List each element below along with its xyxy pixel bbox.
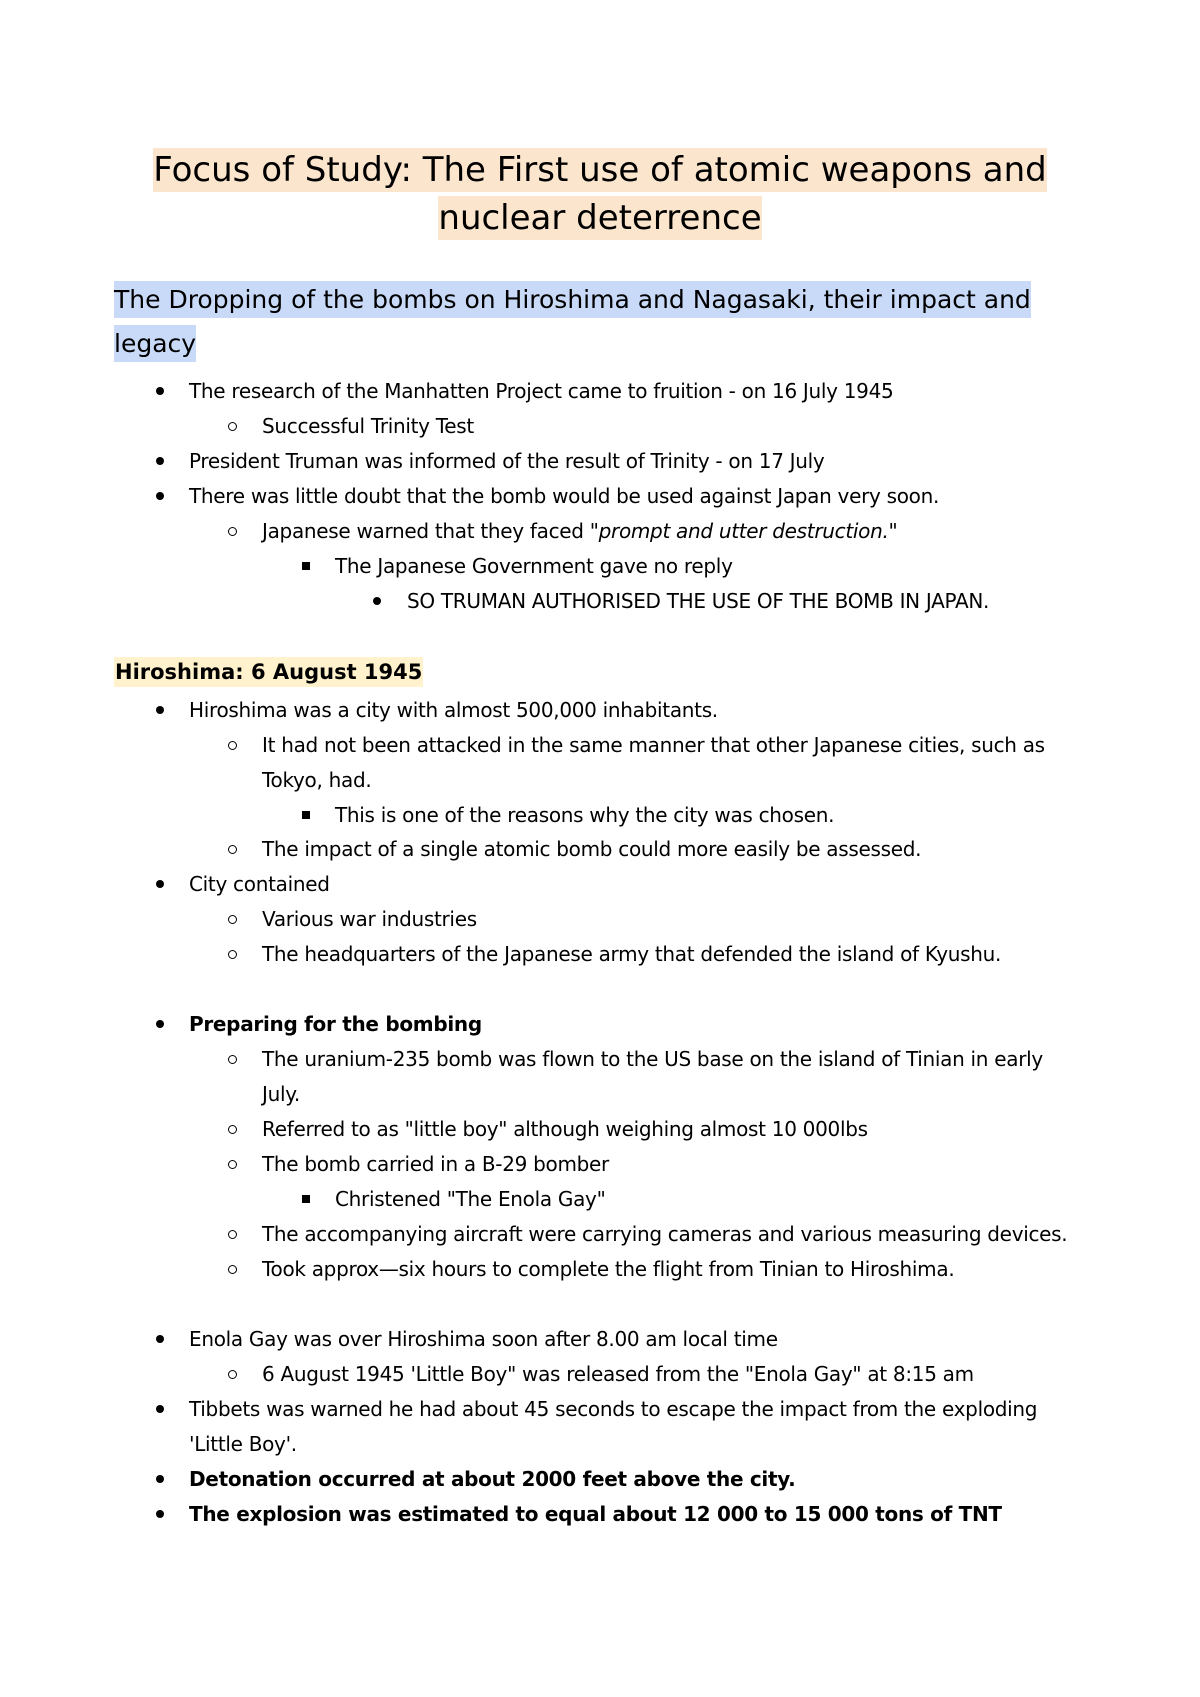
bullet-circle-icon: [228, 1160, 237, 1169]
list-item: Enola Gay was over Hiroshima soon after 8.00 am local time: [189, 1327, 778, 1351]
bullet-disc-icon: [156, 457, 164, 465]
bullet-square-icon: [302, 1195, 310, 1203]
section-heading-dropping: [114, 278, 1074, 366]
bullet-circle-icon: [228, 422, 237, 431]
bullet-circle-icon: [228, 1370, 237, 1379]
section-heading-hiroshima: [114, 657, 423, 687]
list-item: The headquarters of the Japanese army that defended the island of Kyushu.: [262, 942, 1002, 966]
list-item: The bomb carried in a B-29 bomber: [262, 1152, 609, 1176]
list-item: Detonation occurred at about 2000 feet above the city.: [189, 1467, 796, 1491]
list-item: The uranium-235 bomb was flown to the US base on the island of Tinian in early: [262, 1047, 1043, 1071]
bullet-disc-icon: [156, 706, 164, 714]
list-item: Tibbets was warned he had about 45 seconds to escape the impact from the exploding: [189, 1397, 1038, 1421]
title-line-1: Focus of Study: The First use of atomic weapons and: [153, 150, 1047, 190]
bullet-circle-icon: [228, 950, 237, 959]
section-heading-line-1: The Dropping of the bombs on Hiroshima and Nagasaki, their impact and: [114, 281, 1031, 318]
bullet-circle-icon: [228, 741, 237, 750]
bullet-disc-icon: [156, 1475, 164, 1483]
bullet-disc-icon: [156, 492, 164, 500]
list-item: President Truman was informed of the result of Trinity - on 17 July: [189, 449, 825, 473]
list-item: Took approx—six hours to complete the flight from Tinian to Hiroshima.: [262, 1257, 955, 1281]
bullet-square-icon: [302, 562, 310, 570]
list-item: The explosion was estimated to equal about 12 000 to 15 000 tons of TNT: [189, 1502, 1002, 1526]
bullet-disc-icon: [156, 880, 164, 888]
bullet-circle-icon: [228, 1055, 237, 1064]
list-item: Christened "The Enola Gay": [335, 1187, 606, 1211]
list-item-continuation: Tokyo, had.: [262, 768, 372, 792]
list-item: This is one of the reasons why the city was chosen.: [335, 803, 835, 827]
list-item: Hiroshima was a city with almost 500,000 inhabitants.: [189, 698, 718, 722]
bullet-square-icon: [302, 811, 310, 819]
list-item-continuation: 'Little Boy'.: [189, 1432, 297, 1456]
list-item-text: ": [888, 519, 898, 543]
list-item-continuation: July.: [262, 1082, 300, 1106]
list-item: 6 August 1945 'Little Boy" was released from the "Enola Gay" at 8:15 am: [262, 1362, 974, 1386]
list-item: The impact of a single atomic bomb could more easily be assessed.: [262, 837, 922, 861]
title-line-2: nuclear deterrence: [438, 198, 762, 238]
bullet-circle-icon: [228, 845, 237, 854]
bullet-circle-icon: [228, 915, 237, 924]
bullet-circle-icon: [228, 527, 237, 536]
list-item: Successful Trinity Test: [262, 414, 474, 438]
bullet-disc-icon: [156, 1335, 164, 1343]
bullet-disc-icon: [156, 1510, 164, 1518]
list-item: [262, 514, 897, 548]
list-item: There was little doubt that the bomb would be used against Japan very soon.: [189, 484, 940, 508]
bullet-circle-icon: [228, 1230, 237, 1239]
list-item: Referred to as "little boy" although weighing almost 10 000lbs: [262, 1117, 868, 1141]
bullet-disc-icon: [156, 1020, 164, 1028]
list-item: The research of the Manhatten Project came to fruition - on 16 July 1945: [189, 379, 894, 403]
bullet-circle-icon: [228, 1265, 237, 1274]
bullet-circle-icon: [228, 1125, 237, 1134]
list-item: SO TRUMAN AUTHORISED THE USE OF THE BOMB IN JAPAN.: [407, 589, 990, 613]
list-item: City contained: [189, 872, 330, 896]
section-heading-text: Hiroshima: 6 August 1945: [114, 657, 423, 687]
page-title: [0, 146, 1200, 242]
list-item-text: Japanese warned that they faced ": [262, 519, 599, 543]
list-item: Preparing for the bombing: [189, 1012, 482, 1036]
list-item: Various war industries: [262, 907, 477, 931]
bullet-disc-icon: [156, 387, 164, 395]
quote-text: prompt and utter destruction.: [598, 519, 889, 543]
section-heading-line-2: legacy: [114, 325, 196, 362]
list-item: The accompanying aircraft were carrying cameras and various measuring devices.: [262, 1222, 1068, 1246]
bullet-disc-icon: [373, 597, 381, 605]
list-item: It had not been attacked in the same manner that other Japanese cities, such as: [262, 733, 1045, 757]
list-item: The Japanese Government gave no reply: [335, 554, 733, 578]
bullet-disc-icon: [156, 1405, 164, 1413]
